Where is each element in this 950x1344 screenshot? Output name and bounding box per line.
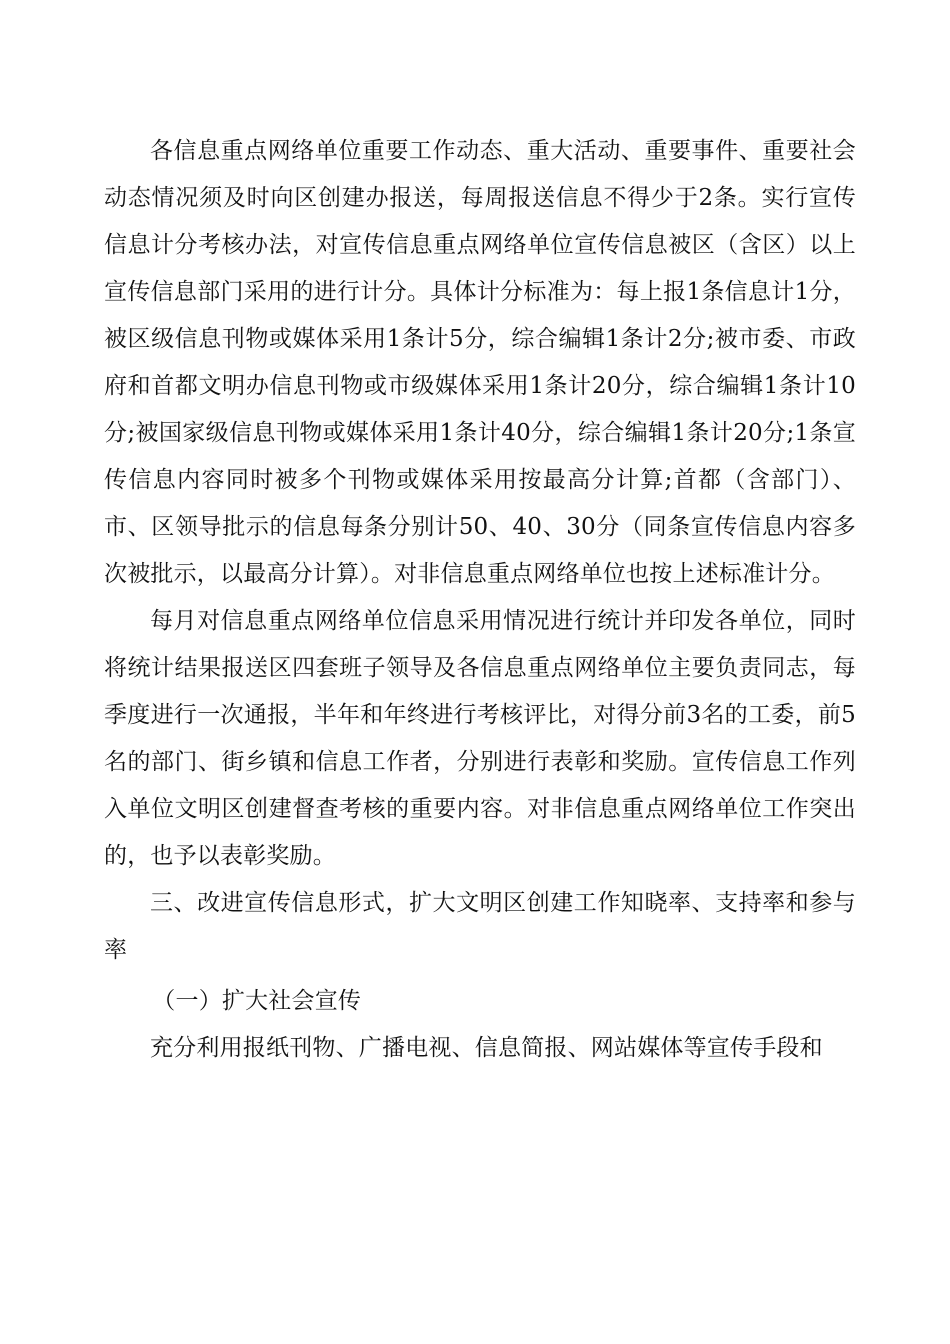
document-body xyxy=(104,128,856,1072)
paragraph-social-publicity: 充分利用报纸刊物、广播电视、信息简报、网站媒体等宣传手段和 xyxy=(150,1035,823,1061)
subsection-heading: （一）扩大社会宣传 xyxy=(152,988,362,1014)
paragraph-info-reporting: 各信息重点网络单位重要工作动态、重大活动、重要事件、重要社会动态情况须及时向区创建办报送，每周报送信息不得少于2条。实行宣传信息计分考核办法，对宣传信息重点网络单位宣传信息被区（含区）以上宣传信息部门采用的进行计分。具体计分标准为：每上报1条信息计1分，被区级信息刊物或媒体采用1条计5分，综合编辑1条计2分;被市委、市政府和首都文明办信息刊物或市级媒体采用1条计20分，综合编辑1条计10分;被国家级信息刊物或媒体采用1条计40分，综合编辑1条计20分;1条宣传信息内容同时被多个刊物或媒体采用按最高分计算;首都（含部门）、市、区领导批示的信息每条分别计50、40、30分（同条宣传信息内容多次被批示，以最高分计算）。对非信息重点网络单位也按上述标准计分。 xyxy=(104,138,856,587)
section-heading: 三、改进宣传信息形式，扩大文明区创建工作知晓率、支持率和参与率 xyxy=(104,890,856,963)
paragraph-monthly-statistics: 每月对信息重点网络单位信息采用情况进行统计并印发各单位，同时将统计结果报送区四套班子领导及各信息重点网络单位主要负责同志，每季度进行一次通报，半年和年终进行考核评比，对得分前3名的工委，前5名的部门、街乡镇和信息工作者，分别进行表彰和奖励。宣传信息工作列入单位文明区创建督查考核的重要内容。对非信息重点网络单位工作突出的，也予以表彰奖励。 xyxy=(104,608,856,869)
